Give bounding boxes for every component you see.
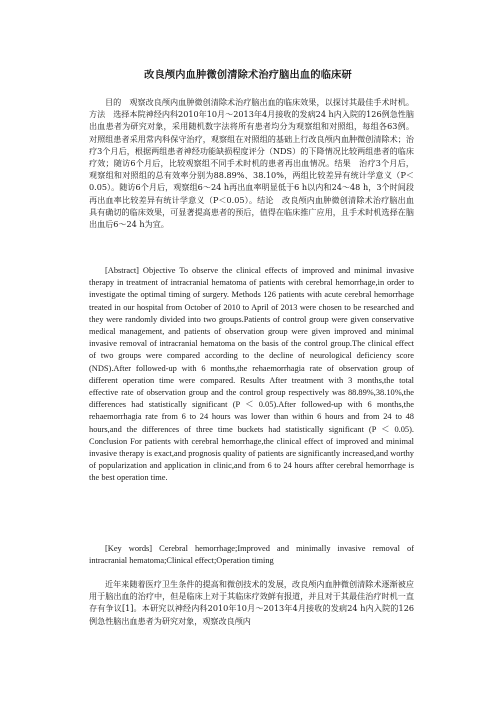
english-keywords: [Key words] Cerebral hemorrhage;Improved and minimally invasive removal of intracranial hematoma;Clinical effect;Operation timing xyxy=(89,544,414,566)
introduction-paragraph: 近年来随着医疗卫生条件的提高和微创技术的发展，改良颅内血肿微创清除术逐渐被应用于脑出血的治疗中，但是临床上对于其临床疗效鲜有报道，并且对于其最佳治疗时机一直存有争议[1]。本研究以神经内科2010年10月～2013年4月接收的发病24 h内入院的126例急性脑出血患者为研究对象，观察改良颅内 xyxy=(89,579,414,626)
paper-title: 改良颅内血肿微创清除术治疗脑出血的临床研 xyxy=(144,70,352,81)
chinese-abstract: 目的 观察改良颅内血肿微创清除术治疗脑出血的临床效果，以探讨其最佳手术时机。方法 选择本院神经内科2010年10月～2013年4月接收的发病24 h内入院的126例急性脑出血患者为研究对象，采用随机数字法将所有患者均分为观察组和对照组，每组各63例。对照组患者采用常内科保守治疗，观察组在对照组的基础上行改良颅内血肿微创清除术；治疗3个月后，根据两组患者神经功能缺损程度评分（NDS）的下降情况比较两组患者的临床疗效；随访6个月后，比较观察组不同手术时机的患者再出血情况。结果 治疗3个月后，观察组和对照组的总有效率分别为88.89%、38.10%，两组比较差异有统计学意义（P＜0.05）。随访6个月后，观察组6～24 h再出血率明显低于6 h以内和24～48 h，3个时间段再出血率比较差异有统计学意义（P＜0.05）。结论 改良颅内血肿微创清除术治疗脑出血具有确切的临床效果，可显著提高患者的预后，值得在临床推广应用，且手术时机选择在脑出血后6～24 h为宜。 xyxy=(89,97,414,230)
english-abstract: [Abstract] Objective To observe the clinical effects of improved and minimal invasive therapy in treatment of intracranial hematoma of patients with cerebral hemorrhage,in order to investigate the optimal timing of surgery. Methods 126 patients with acute cerebral hemorrhage treated in our hospital from October of 2010 to April of 2013 were chosen to be researched and they were randomly divided into two groups.Patients of control group were given conservative medical management, and patients of observation group were given improved and minimal invasive removal of intracranial hematoma on the basis of the control group.The clinical effect of two groups were compared according to the decline of neurological deficiency score (NDS).After followed-up with 6 months,the rehaemorrhagia rate of observation group of different operation time were compared. Results After treatment with 3 months,the total effective rate of observation group and the control group respectively was 88.89%,38.10%,the differences had statistically significant (P ＜ 0.05).After followed-up with 6 months,the rehaemorrhagia rate from 6 to 24 hours was lower than within 6 hours and from 24 to 48 hours,and the differences of three time buckets had statistically significant (P ＜ 0.05). Conclusion For patients with cerebral hemorrhage,the clinical effect of improved and minimal invasive therapy is exact,and prognosis quality of patients are significantly increased,and worthy of popularization and application in clinic,and from 6 to 24 hours affter cerebral hemorrhage is the best operation time. xyxy=(89,266,414,483)
